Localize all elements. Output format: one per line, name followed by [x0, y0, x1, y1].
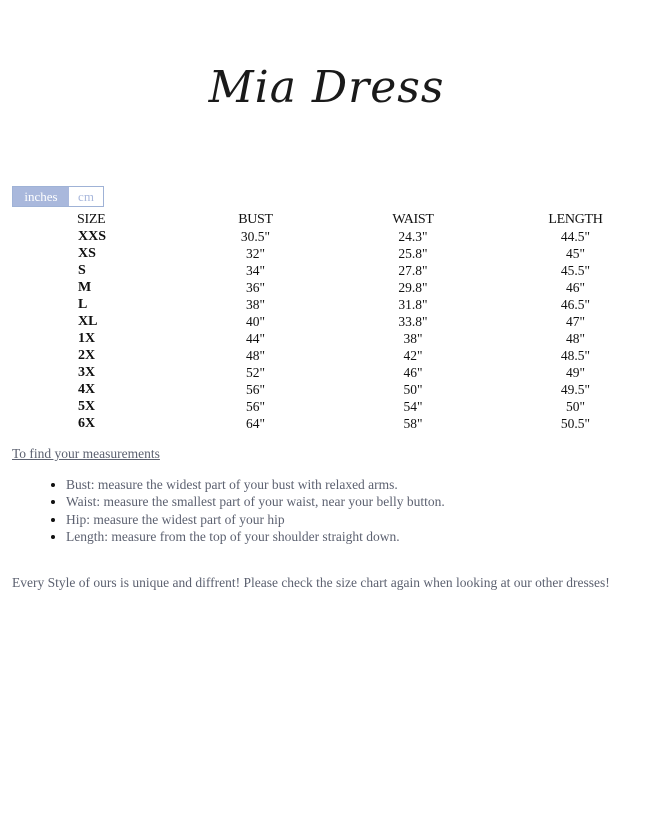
size-chart-body	[0, 228, 653, 432]
size-cell: 4X	[78, 381, 96, 397]
length-cell: 44.5"	[560, 228, 591, 244]
waist-cell: 54"	[403, 398, 423, 414]
style-note: Every Style of ours is unique and diffrent! Please check the size chart again when looking at our other dresses!	[12, 575, 610, 590]
size-cell: L	[78, 296, 88, 312]
table-row	[0, 347, 653, 364]
size-cell: XL	[78, 313, 98, 329]
table-row	[0, 228, 653, 245]
tip-hip: • Hip: measure the widest part of your hip	[66, 511, 445, 528]
unit-cm-button[interactable]: cm	[69, 187, 103, 206]
length-cell: 50"	[565, 398, 585, 414]
bust-cell: 32"	[245, 245, 265, 261]
table-row	[0, 381, 653, 398]
table-row	[0, 279, 653, 296]
waist-cell: 58"	[403, 415, 423, 431]
table-row	[0, 364, 653, 381]
waist-cell: 50"	[403, 381, 423, 397]
find-measurements-link[interactable]: To find your measurements	[12, 446, 160, 461]
table-row	[0, 262, 653, 279]
table-row	[0, 415, 653, 432]
unit-inches-button[interactable]: inches	[13, 187, 69, 206]
length-cell: 45.5"	[560, 262, 591, 278]
bust-cell: 48"	[245, 347, 265, 363]
tip-bust: • Bust: measure the widest part of your bust with relaxed arms.	[66, 476, 445, 493]
size-cell: XXS	[78, 228, 107, 244]
size-cell: S	[78, 262, 86, 278]
table-row	[0, 296, 653, 313]
table-row	[0, 245, 653, 262]
length-cell: 50.5"	[560, 415, 591, 431]
table-header-row	[0, 211, 653, 228]
bust-cell: 56"	[245, 398, 265, 414]
waist-cell: 33.8"	[398, 313, 428, 329]
bust-cell: 44"	[245, 330, 265, 346]
bust-cell: 56"	[245, 381, 265, 397]
length-cell: 46"	[565, 279, 585, 295]
size-chart-table	[0, 211, 653, 432]
bust-cell: 64"	[245, 415, 265, 431]
size-cell: 1X	[78, 330, 96, 346]
waist-cell: 46"	[403, 364, 423, 380]
length-cell: 45"	[565, 245, 585, 261]
waist-cell: 38"	[403, 330, 423, 346]
header-waist: WAIST	[392, 211, 434, 227]
table-row	[0, 330, 653, 347]
size-cell: 5X	[78, 398, 96, 414]
length-cell: 47"	[565, 313, 585, 329]
bust-cell: 52"	[245, 364, 265, 380]
length-cell: 46.5"	[560, 296, 591, 312]
tip-waist: • Waist: measure the smallest part of your waist, near your belly button.	[66, 493, 445, 510]
bust-cell: 40"	[245, 313, 265, 329]
length-cell: 48"	[565, 330, 585, 346]
header-length: LENGTH	[548, 211, 603, 227]
table-row	[0, 398, 653, 415]
page-title: Mia Dress	[208, 62, 445, 113]
size-cell: XS	[78, 245, 96, 261]
bust-cell: 38"	[245, 296, 265, 312]
waist-cell: 42"	[403, 347, 423, 363]
waist-cell: 29.8"	[398, 279, 428, 295]
header-bust: BUST	[238, 211, 273, 227]
length-cell: 48.5"	[560, 347, 591, 363]
measurement-tips-list	[48, 476, 445, 545]
bust-cell: 36"	[245, 279, 265, 295]
header-size: SIZE	[77, 211, 106, 227]
size-cell: 6X	[78, 415, 96, 431]
length-cell: 49"	[565, 364, 585, 380]
waist-cell: 27.8"	[398, 262, 428, 278]
tip-length: • Length: measure from the top of your shoulder straight down.	[66, 528, 445, 545]
size-cell: 3X	[78, 364, 96, 380]
length-cell: 49.5"	[560, 381, 591, 397]
size-cell: M	[78, 279, 92, 295]
size-cell: 2X	[78, 347, 96, 363]
table-row	[0, 313, 653, 330]
waist-cell: 24.3"	[398, 228, 428, 244]
waist-cell: 31.8"	[398, 296, 428, 312]
bust-cell: 34"	[245, 262, 265, 278]
bust-cell: 30.5"	[240, 228, 271, 244]
waist-cell: 25.8"	[398, 245, 428, 261]
unit-toggle	[12, 186, 104, 207]
